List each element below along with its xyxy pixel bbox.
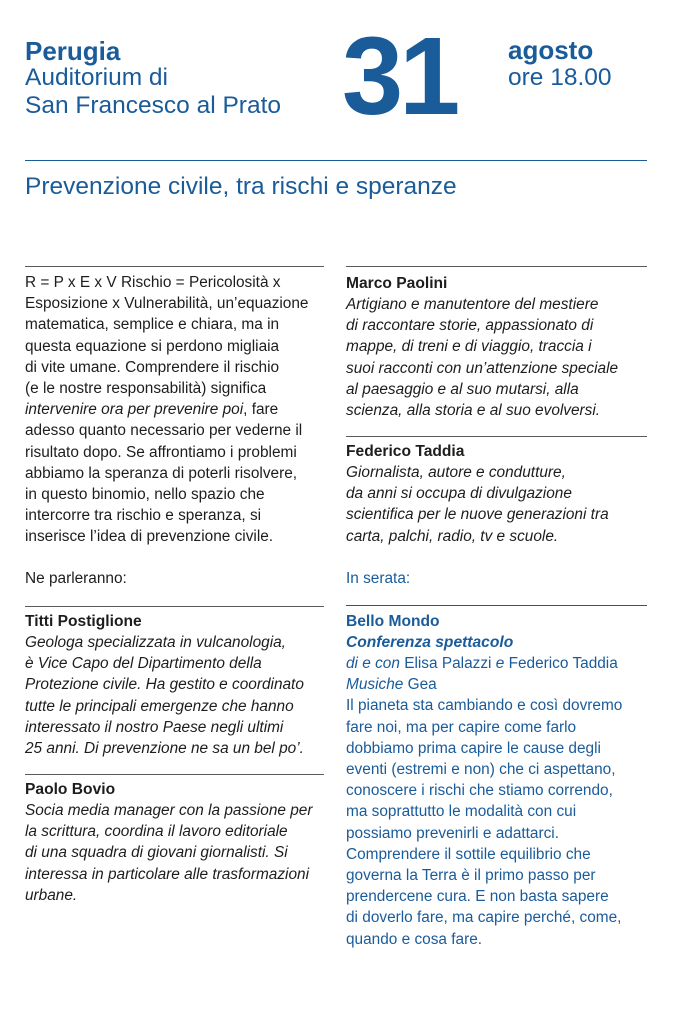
intro-line: in questo binomio, nello spazio che <box>25 486 265 504</box>
intro-emphasis-tail: , fare <box>243 401 279 419</box>
speaker-card <box>25 780 335 906</box>
show-description: Il pianeta sta cambiando e così dovremo fare noi, ma per capire come farlo dobbiamo prima capire le cause degli eventi (estremi e non) che ci aspettano, conoscere i rischi che stiamo correndo, ma soprattutto le modalità con cui possiamo prevenirli e adattarci. Comprendere il sottile equilibrio che governa la Terra è il primo passo per prendercene cura. E non basta sapere di doverlo fare, ma capire perché, come, quando e cosa fare. <box>346 697 623 948</box>
evening-section <box>346 611 646 950</box>
event-day: 31 <box>342 15 457 138</box>
intro-emphasis: intervenire ora per prevenire poi <box>25 401 244 419</box>
intro-line: questa equazione si perdono migliaia <box>25 337 280 355</box>
speakers-label: Ne parleranno: <box>25 569 127 587</box>
speaker-name: Titti Postiglione <box>25 613 142 630</box>
credits-name: Elisa Palazzi <box>404 655 492 672</box>
speaker-name: Marco Paolini <box>346 275 448 292</box>
left-column-top-divider <box>25 266 324 267</box>
intro-line: adesso quanto necessario per vederne il <box>25 422 303 440</box>
speaker-bio: Artigiano e manutentore del mestiere di raccontare storie, appassionato di mappe, di treni e di viaggio, traccia i suoi racconti con un’attenzione speciale al paesaggio e al suo mutarsi, alla scienza, alla storia e al suo evolversi. <box>346 296 619 420</box>
venue-line-2: San Francesco al Prato <box>25 92 282 119</box>
intro-line: inserisce l’idea di prevenzione civile. <box>25 528 274 546</box>
venue-line-1: Auditorium di <box>25 64 168 91</box>
intro-text <box>25 272 335 548</box>
speaker-bio: Socia media manager con la passione per la scrittura, coordina il lavoro editoriale di una squadra di giovani giornalisti. Si interessa in particolare alle trasformazioni urbane. <box>25 802 313 904</box>
speaker-name: Federico Taddia <box>346 443 465 460</box>
music-name: Gea <box>407 676 437 694</box>
evening-divider <box>346 605 647 606</box>
speaker-divider <box>25 774 324 775</box>
header-divider <box>25 160 647 161</box>
intro-line: abbiamo la speranza di poterli risolvere, <box>25 464 298 482</box>
music-label: Musiche <box>346 676 404 694</box>
intro-line: Esposizione x Vulnerabilità, un’equazione <box>25 295 309 313</box>
evening-label: In serata: <box>346 570 411 587</box>
event-time: ore 18.00 <box>508 64 612 91</box>
intro-line: (e le nostre responsabilità) significa <box>25 380 267 398</box>
intro-line: risultato dopo. Se affrontiamo i problemi <box>25 443 297 461</box>
speaker-divider <box>25 606 324 607</box>
event-title: Prevenzione civile, tra rischi e speranze <box>25 173 457 200</box>
right-column-top-divider <box>346 266 647 267</box>
speaker-card <box>346 442 646 547</box>
intro-line: R = P x E x V Rischio = Pericolosità x <box>25 274 281 291</box>
event-city: Perugia <box>25 36 121 66</box>
speaker-bio: Geologa specializzata in vulcanologia, è Vice Capo del Dipartimento della Protezione civile. Ha gestito e coordinato tutte le principali emergenze che hanno interessato il nostro Paese negli ultimi 25 anni. Di prevenzione ne sa un bel po’. <box>25 634 304 758</box>
intro-line: matematica, semplice e chiara, ma in <box>25 316 280 334</box>
intro-line: di vite umane. Comprendere il rischio <box>25 358 280 376</box>
speaker-card <box>25 612 335 759</box>
credits-name: Federico Taddia <box>508 655 618 672</box>
show-type: Conferenza spettacolo <box>346 634 514 651</box>
speaker-bio: Giornalista, autore e condutture, da anni si occupa di divulgazione scientifica per le nuove generazioni tra carta, palchi, radio, tv e scuole. <box>346 464 609 545</box>
show-credits <box>346 653 646 674</box>
intro-line <box>25 399 335 420</box>
credits-and: e <box>495 655 505 672</box>
speaker-name: Paolo Bovio <box>25 781 116 798</box>
event-month: agosto <box>508 35 594 65</box>
show-title: Bello Mondo <box>346 613 440 630</box>
speaker-divider <box>346 436 647 437</box>
left-column <box>25 272 335 589</box>
event-venue <box>25 64 281 120</box>
speaker-card <box>346 274 646 421</box>
intro-line: intercorre tra rischio e speranza, si <box>25 507 262 525</box>
show-music <box>346 674 646 695</box>
credits-prefix: di e con <box>346 655 400 672</box>
